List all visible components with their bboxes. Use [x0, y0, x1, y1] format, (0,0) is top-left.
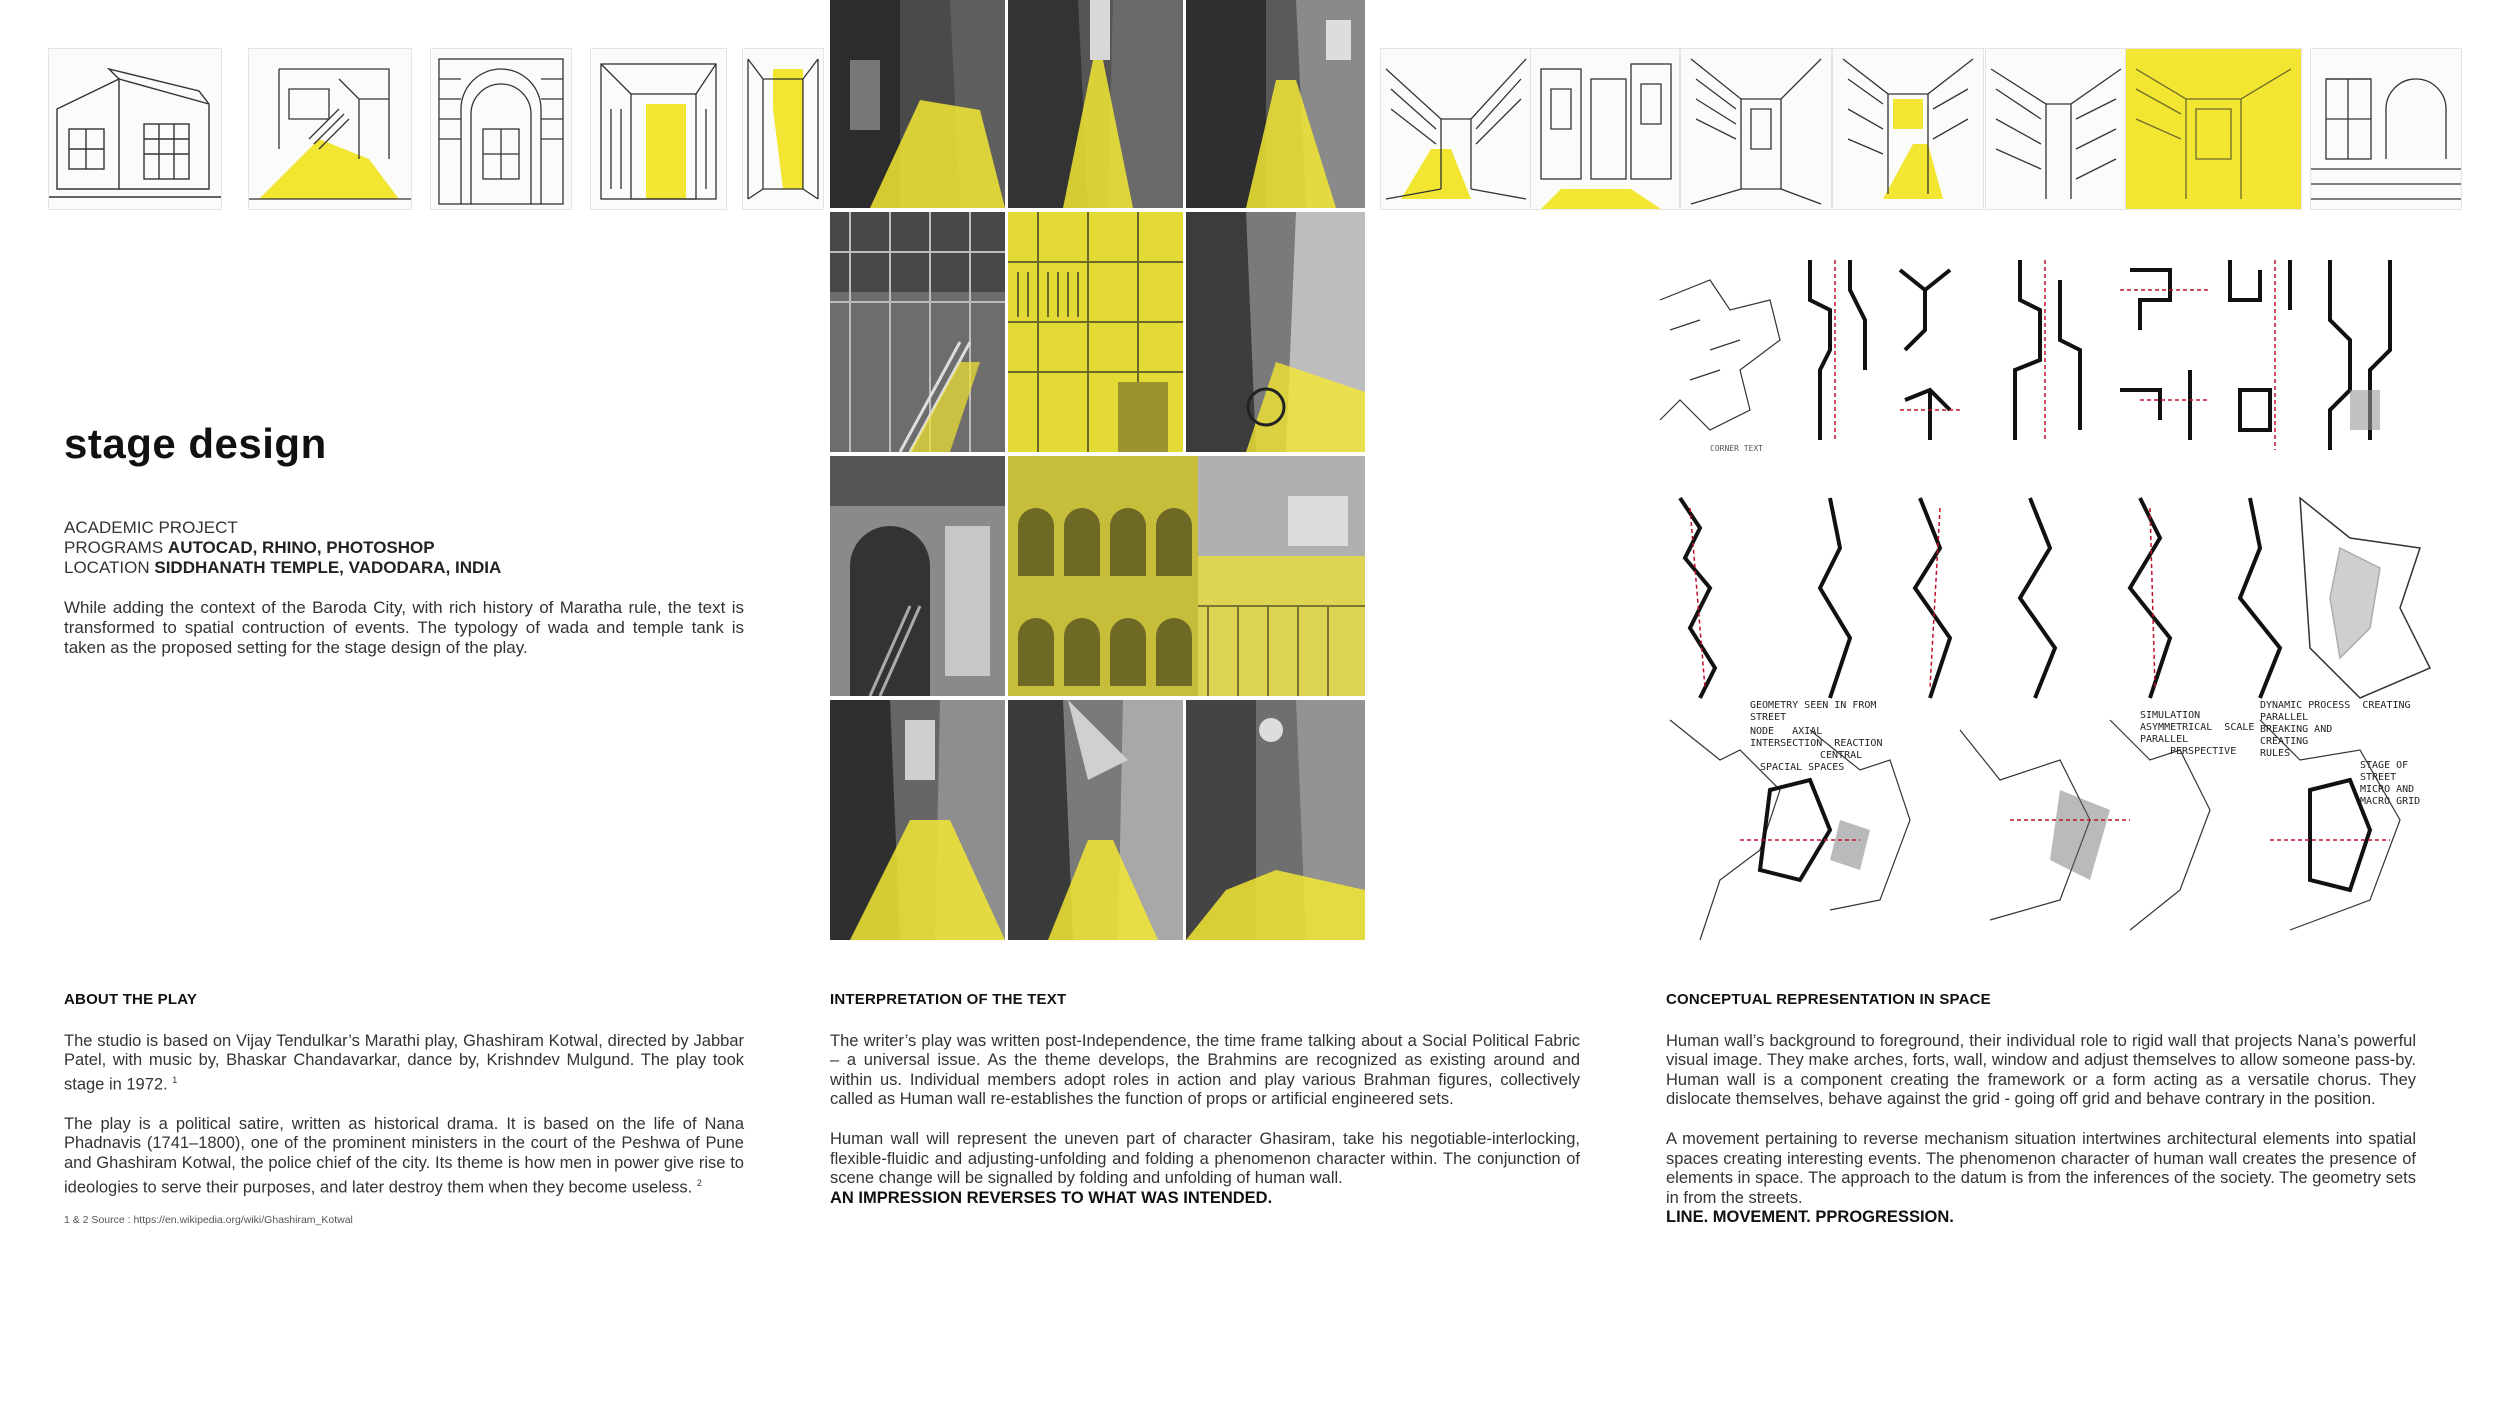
page-title: stage design: [64, 420, 327, 467]
annotation-dynamic: DYNAMIC PROCESS: [2260, 700, 2351, 711]
meta-location-label: LOCATION: [64, 558, 150, 577]
footnote-ref-2: 2: [696, 1177, 702, 1188]
interpretation-paragraph-1: The writer’s play was written post-Independence, the time frame talking about a Social Political Fabric – a universal issue. As the theme develops, the Brahmins are recognized as existing around and within us. Individual members adopt roles in action and play various Brahman figures, collectively called as Human wall re-establishes the function of props or artificial engineered sets.: [830, 1031, 1580, 1109]
annotation-group-3: [2260, 700, 2450, 808]
annotation-perspective: PERSPECTIVE: [2170, 746, 2237, 757]
photo-arched-passage: [830, 456, 1005, 696]
interpretation-paragraph-2: Human wall will represent the uneven part of character Ghasiram, take his negotiable-interlocking, flexible-fluidic and adjusting-unfolding and folding a phenomenon character within. The conjunction of scene change will be signalled by folding and unfolding of human wall.: [830, 1129, 1580, 1188]
sketch-street-perspective-5: [1985, 48, 2127, 210]
annotation-axial: AXIAL: [1792, 726, 1823, 737]
conceptual-paragraph-2: A movement pertaining to reverse mechanism situation intertwines architectural elements into spatial spaces creating interesting events. The phenomenon character of human wall creates the presence of elements in space. The approach to the datum is from the inferences of the society. The geometry sets in from the streets.: [1666, 1129, 2416, 1207]
annotation-geometry: GEOMETRY SEEN IN FROM STREET: [1750, 700, 1877, 723]
sketch-arched-doorway: [430, 48, 572, 210]
sketch-wall-frame-highlight: [590, 48, 727, 210]
interpretation-emphasis: AN IMPRESSION REVERSES TO WHAT WAS INTENDED.: [830, 1188, 1273, 1207]
annotation-node: NODE: [1750, 726, 1775, 737]
photo-grid: [830, 0, 1365, 940]
sketch-street-perspective-3: [1680, 48, 1832, 210]
plan-corner-label: CORNER TEXT: [1710, 444, 1763, 453]
annotation-group-1: [1750, 700, 1882, 774]
photo-wada-facade-highlight: [1008, 212, 1183, 452]
intro-paragraph: While adding the context of the Baroda City, with rich history of Maratha rule, the text is transformed to spatial contruction of events. The typology of wada and temple tank is taken as the proposed setting for the stage design of the play.: [64, 598, 744, 657]
conceptual-emphasis: LINE. MOVEMENT. PPROGRESSION.: [1666, 1208, 1954, 1227]
meta-programs-label: PROGRAMS: [64, 538, 164, 557]
annotation-asymmetrical: ASYMMETRICAL: [2140, 722, 2213, 733]
sketch-street-perspective-1: [1380, 48, 1532, 210]
sketch-corridor-highlight: [742, 48, 824, 210]
about-paragraph-1: The studio is based on Vijay Tendulkar’s Marathi play, Ghashiram Kotwal, directed by Jabbar Patel, with music by, Bhaskar Chandavarkar, dance by, Krishndev Mulgund. The play took stage in 1972. $^1$: [64, 1031, 744, 1094]
annotation-simulation: SIMULATION: [2140, 710, 2201, 721]
annotation-grid: MICRO AND MACRO GRID: [2360, 784, 2421, 807]
conceptual-heading: CONCEPTUAL REPRESENTATION IN SPACE: [1666, 991, 1991, 1008]
conceptual-paragraph-1: Human wall’s background to foreground, their individual role to rigid wall that projects Nana’s powerful visual image. They make arches, forts, wall, window and adjust themselves to allow someone pass-by. Human wall is a component creating the framework or a form acting as a versatile chorus. They dislocate themselves, behave against the grid - going off grid and behave contrary in the position.: [1666, 1031, 2416, 1109]
sketch-stair-street-highlight: [248, 48, 412, 210]
photo-market-lane-1: [830, 700, 1005, 940]
sketch-yellow-room: [2125, 48, 2302, 210]
sketch-street-house: [48, 48, 222, 210]
about-heading: ABOUT THE PLAY: [64, 991, 198, 1008]
sketch-window-arch: [2310, 48, 2462, 210]
sketch-street-perspective-2: [1530, 48, 1680, 210]
meta-programs: [64, 538, 501, 558]
annotation-creating-parallel: CREATING PARALLEL: [2260, 700, 2411, 723]
interpretation-heading: INTERPRETATION OF THE TEXT: [830, 991, 1067, 1008]
meta-location-value: SIDDHANATH TEMPLE, VADODARA, INDIA: [154, 558, 502, 577]
annotation-parallel: PARALLEL: [2140, 734, 2189, 745]
about-paragraph-2: The play is a political satire, written as historical drama. It is based on the life of Nana Phadnavis (1741–1800), one of the prominent ministers in the court of the Peshwa of Pune and Ghashiram Kotwal, the police chief of the city. Its theme is how men in power give rise to ideologies to serve their purposes, and later destroy them when they become useless. $^2$: [64, 1114, 744, 1197]
meta-project: ACADEMIC PROJECT: [64, 518, 238, 537]
footnote-ref-1: 1: [172, 1074, 178, 1085]
photo-market-lane-2: [1008, 700, 1183, 940]
meta-location: [64, 558, 501, 578]
project-meta: [64, 518, 501, 578]
photo-wada-stairs: [830, 212, 1005, 452]
annotation-central: CENTRAL: [1820, 750, 1863, 761]
meta-programs-value: AUTOCAD, RHINO, PHOTOSHOP: [167, 538, 435, 557]
annotation-group-2: [2140, 710, 2254, 758]
source-footnote: 1 & 2 Source : https://en.wikipedia.org/wiki/Ghashiram_Kotwal: [64, 1213, 353, 1226]
annotation-intersection: INTERSECTION: [1750, 738, 1823, 749]
annotation-scale: SCALE: [2224, 722, 2255, 733]
sketch-street-perspective-4: [1832, 48, 1984, 210]
photo-alley-2: [1008, 0, 1183, 208]
photo-market-lane-3: [1186, 700, 1365, 940]
photo-arcade-courtyard-highlight: [1008, 456, 1365, 696]
plan-diagrams-row-2: [1660, 488, 2450, 708]
annotation-spacial: SPACIAL SPACES: [1760, 762, 1845, 773]
annotation-reaction: REACTION: [1834, 738, 1883, 749]
annotation-stage: STAGE OF STREET: [2360, 760, 2409, 783]
conceptual-section: [1666, 990, 2416, 1248]
photo-alley-1: [830, 0, 1005, 208]
interpretation-section: [830, 990, 1580, 1228]
plan-diagrams-row-1: [1650, 240, 2450, 460]
photo-alley-3: [1186, 0, 1365, 208]
photo-lane-cart: [1186, 212, 1365, 452]
plan-diagrams-row-3: [1660, 700, 2450, 945]
about-section: [64, 990, 744, 1227]
annotation-breaking: BREAKING AND CREATING RULES: [2260, 724, 2333, 759]
